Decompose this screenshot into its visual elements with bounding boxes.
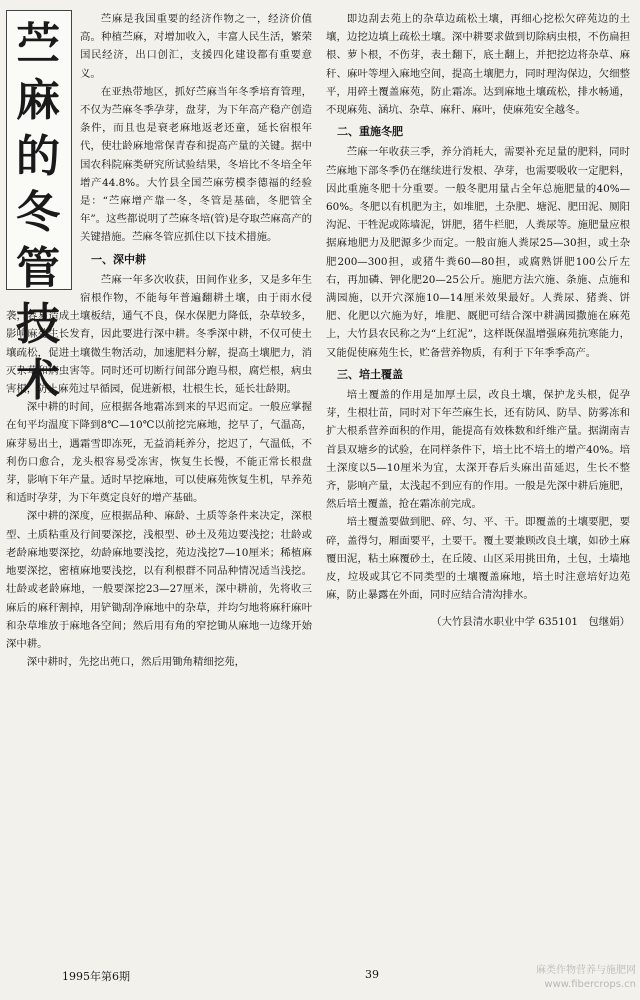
page-number: 39 xyxy=(365,968,379,981)
section-heading: 三、培土覆盖 xyxy=(337,367,403,381)
paragraph: 苎麻一年多次收获，田间作业多，又是多年生宿根作物，不能每年普遍翻耕土壤，由于雨水侵袭，容易造成土壤板结，通气不良，保水保肥力降低，杂草较多，影响麻苑生长发育，因此要进行深中耕。冬季深中耕，不仅可使土壤疏松，促进土壤微生物活动，加速肥料分解，提高土壤肥力，消灭杂草和病虫害等。同时还可切断行间部分跑马根，腐烂根，病虫害根，防止麻苑过早循园，促进新根，壮根生长，延长壮龄期。 xyxy=(6,273,312,396)
title-char: 苎 xyxy=(16,19,62,70)
title-char: 技 xyxy=(16,299,62,350)
paragraph: 深中耕的深度，应根据品种、麻龄、土质等条件来决定，深根型、土质粘重及行间要深挖，浅根型、砂土及苑边要浅挖；壮龄或老龄麻地要深挖，幼龄麻地要浅挖，苑边浅挖7—10厘米；稀植麻地要深挖，密植麻地要浅挖，以有利根群不同品种情况适当浅挖。壮龄或老龄麻地，一般要深挖23—27厘米，深中耕前，先将收三麻后的麻秆割掉，用铲锄刮净麻地中的杂草，并均匀地将麻秆麻叶和杂草堆放于麻地各空间；然后用有角的窄挖锄从麻地一边缘开始深中耕。 xyxy=(6,510,312,650)
issue-label: 1995年第6期 xyxy=(62,970,130,983)
watermark: 麻类作物营养与施肥网 www.fibercrops.cn xyxy=(536,965,636,990)
title-char: 冬 xyxy=(16,187,62,238)
title-char: 的 xyxy=(16,131,62,182)
title-char: 管 xyxy=(16,243,62,294)
paragraph: 苎麻是我国重要的经济作物之一，经济价值高。种植苎麻，对增加收入，丰富人民生活，繁荣国民经济，出口创汇，支援四化建设都有重要意义。 xyxy=(80,13,312,80)
left-column xyxy=(6,10,312,671)
paragraph: 即边刮去苑上的杂草边疏松土壤，再细心挖松欠碎苑边的土壤，边挖边填上疏松土壤。深中耕要求做到切除病虫根，不伤扁担根、萝卜根，不伤芽，表土翻下，底土翻上，并把挖边将杂草、麻秆、麻叶等埋入麻地空间，提高土壤肥力，同时理沟保边，欠细整平，用碎土覆盖麻苑，防止霜冻。达到麻地土壤疏松，排水畅通，不现麻苑、涵坑、杂草、麻秆、麻叶，使麻苑安全越冬。 xyxy=(326,13,630,117)
paragraph: 培土覆盖要做到肥、碎、匀、平、干。即覆盖的土壤要肥，要碎，盖得匀，厢面要平，土要干。覆土要兼顾改良土壤，如砂土麻覆田泥，粘土麻覆砂土，在丘陵、山区采用挑田角，土包，土墙地皮，垃圾或其它不同类型的土壤覆盖麻地，培土时注意培好边苑麻，防止暴露在外面，同时应结合清沟排水。 xyxy=(326,516,630,602)
section-heading: 一、深中耕 xyxy=(91,252,146,266)
title-char: 麻 xyxy=(16,75,62,126)
paragraph: 苎麻一年收获三季，养分消耗大，需要补充足量的肥料，同时苎麻地下部冬季仍在继续进行发根、孕芽，也需要吸收一定肥料，因此重施冬肥十分重要。一般冬肥用量占全年总施肥量的40%—60%。冬肥以有机肥为主，如堆肥，土杂肥、塘泥、肥田泥、厕阳沟泥、干牲泥或陈墙泥，饼肥，猪牛栏肥，人粪尿等。施肥量应根据麻地肥力及肥源多少而定。一般亩施人粪尿25—30担，或土杂肥200—300担，或猪牛粪60—80担，或腐熟饼肥100公斤左右，再加磷、钾化肥20—25公斤。施肥方法穴施、条施、点施和满园施，以开穴深施10—14厘米效果最好。人粪尿、猪粪、饼肥、化肥以穴施为好，堆肥、厩肥可结合深中耕满园撒施在麻苑上，大竹县农民称之为“上红泥”，这样既保温增强麻苑抗寒能力，又能促使麻苑生长，贮备营养物质，有利于下年季季高产。 xyxy=(326,146,630,359)
author-signature: （大竹县清水职业中学 635101 包继娟） xyxy=(431,615,630,628)
right-column xyxy=(326,10,630,631)
paragraph: 培土覆盖的作用是加厚土层，改良土壤，保护龙头根，促孕芽，生根壮苗，同时对下年苎麻生长，还有防风、防旱、防雾冻和扩大根系营养面积的作用，能提高有效株数和纤维产量。据湖南吉首县双塘乡的试验，在同样条件下，培土比不培土的增产40%。培土深度以5—10厘米为宜，太深开春后头麻出苗延迟，生长不整齐，影响产量，太浅起不到应有的作用。一般是先深中耕后施肥，然后培土覆盖，抢在霜冻前完成。 xyxy=(326,389,630,511)
paragraph: 深中耕时，先挖出蔸口，然后用锄角精细挖苑， xyxy=(26,656,245,669)
paragraph: 在亚热带地区，抓好苎麻当年冬季培育管理，不仅为苎麻冬季孕芽，盘芽，为下年高产稳产创造条件，而且也是衰老麻地返老还童，延长宿根年代，使壮龄麻地常保青春和提高产量的关键。据中国农科院麻类研究所试验结果，冬培比不冬培全年增产44.8%。大竹县全国苎麻劳模李德福的经验是：“苎麻增产靠一冬，冬管是基础，冬肥管全年”。这些都说明了苎麻冬培(管)是夺取苎麻高产的关键措施。苎麻冬管应抓住以下技术措施。 xyxy=(80,85,312,244)
section-heading: 二、重施冬肥 xyxy=(337,125,403,139)
title-char: 术 xyxy=(16,355,62,406)
paragraph: 深中耕的时间，应根据各地霜冻到来的早迟而定。一般应掌握在旬平均温度下降到8℃—10℃以前挖完麻地，挖早了，气温高，麻芽易出土，遇霜雪即冻死，无益消耗养分，挖迟了，气温低，不利伤口愈合，龙头根容易受冻害，恢复生长慢，不能正常长根盘芽，影响下年产量。适时早挖麻地，可以使麻苑恢复生机，早养苑和适时孕芽，为下年奠定良好的增产基础。 xyxy=(6,401,312,505)
